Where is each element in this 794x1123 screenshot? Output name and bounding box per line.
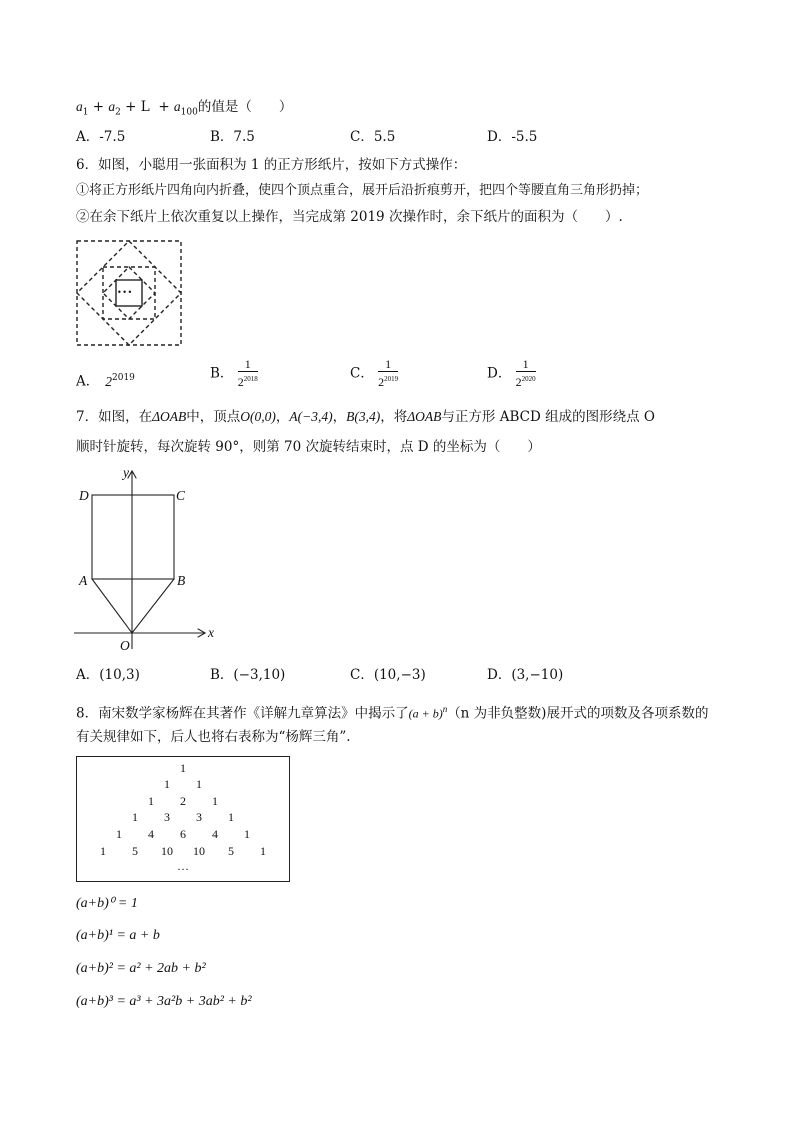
q6-option-b[interactable]: B． $\frac{1}{2^{2018}}$ [210,357,258,389]
q5-option-c[interactable]: C．5.5 [350,129,396,145]
expansion-formula-1: (a+b)¹ = a + b [76,928,160,943]
q5-option-a[interactable]: A．-7.5 [76,129,126,145]
q6-option-d-fraction: $\frac{1}{2^{2020}}$ [515,357,536,389]
q6-option-d[interactable]: D． $\frac{1}{2^{2020}}$ [487,357,536,389]
q5-option-d[interactable]: D．-5.5 [487,129,538,145]
q5-option-b[interactable]: B．7.5 [210,129,255,145]
q7-option-d[interactable]: D．(3,−10) [487,667,564,683]
q7-option-a[interactable]: A．(10,3) [76,667,140,683]
q7-stem-line1: 7．如图，在ΔOAB中，顶点O(0,0)，A(−3,4)，B(3,4)，将ΔOAB与正方形 ABCD 组成的图形绕点 O [76,409,655,425]
q6-option-b-fraction: $\frac{1}{2^{2018}}$ [237,357,258,389]
q5-stem-tail: $a_1 + a_2 + L + a_{100}$的值是（ ） [76,99,293,118]
pascal-row: 1 2 1 [148,794,218,808]
q8-stem-line1: 8．南宋数学家杨辉在其著作《详解九章算法》中揭示了$(a + b)^n(n$ 为非负整数)展开式的项数及各项系数的 [76,704,709,722]
expansion-formula-2: (a+b)² = a² + 2ab + b² [76,961,206,976]
pascal-row: 1 3 3 1 [132,810,234,824]
q7-coordinate-figure [70,464,230,654]
q7-label-d: D [79,488,89,503]
q7-label-c: C [176,488,186,503]
q7-label-b: B [177,573,186,588]
q7-label-y: y [123,465,129,480]
q7-label-a: A [79,573,88,588]
q8-stem-line2: 有关规律如下，后人也将右表称为“杨辉三角”. [76,729,351,745]
q6-option-c[interactable]: C． $\frac{1}{2^{2019}}$ [350,357,399,389]
q7-stem-line2: 顺时针旋转，每次旋转 90°，则第 70 次旋转结束时，点 D 的坐标为（ ） [76,439,541,455]
q7-option-b[interactable]: B．(−3,10) [210,667,286,683]
q7-label-x: x [208,625,214,640]
q6-figure-dots: • • • [117,288,132,297]
pascal-row: 1 1 [164,777,202,791]
q7-option-c[interactable]: C．(10,−3) [350,667,426,683]
expansion-formula-0: (a+b)⁰ = 1 [76,896,138,911]
pascal-row-ellipsis: … [177,859,189,873]
expansion-formula-3: (a+b)³ = a³ + 3a²b + 3ab² + b² [76,994,252,1009]
pascal-row: 1 5 10 10 5 1 [100,844,266,858]
q7-label-o: O [120,638,130,653]
q6-stem-line3: ②在余下纸片上依次重复以上操作，当完成第 2019 次操作时，余下纸片的面积为（ ）. [76,209,623,225]
pascal-row: 1 4 6 4 1 [116,827,250,841]
q6-stem-line1: 6．如图，小聪用一张面积为 1 的正方形纸片，按如下方式操作： [76,157,467,173]
yanghui-triangle-table [76,756,290,882]
q6-stem-line2: ①将正方形纸片四角向内折叠，使四个顶点重合，展开后沿折痕剪开，把四个等腰直角三角形扔掉； [76,183,649,198]
q6-option-c-fraction: $\frac{1}{2^{2019}}$ [378,357,399,389]
q6-option-a[interactable]: A． $2^{2019}$ [76,373,135,390]
pascal-row: 1 [180,761,186,775]
